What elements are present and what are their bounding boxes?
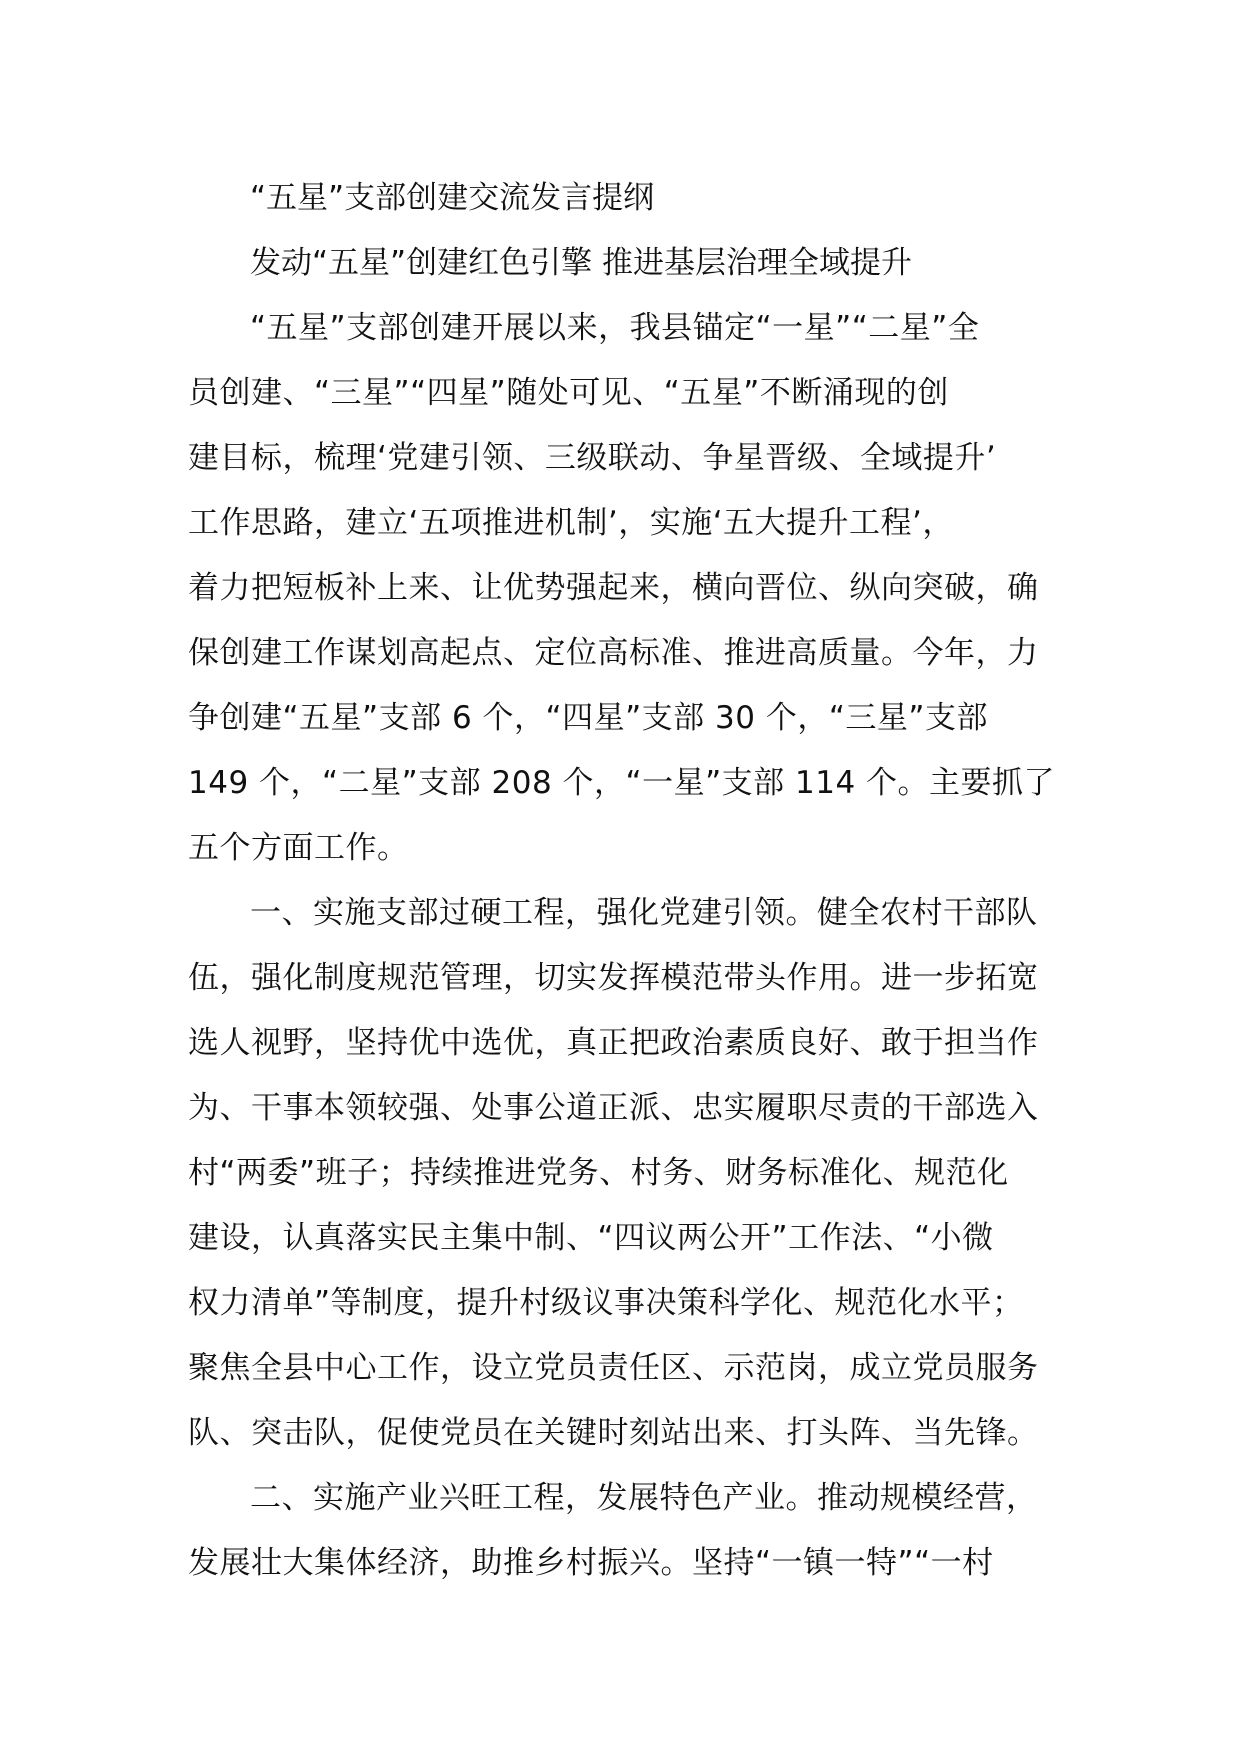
paragraph-line: 着力把短板补上来、让优势强起来，横向晋位、纵向突破，确 — [188, 570, 1039, 606]
paragraph-line: 工作思路，建立‘五项推进机制’，实施‘五大提升工程’， — [188, 505, 954, 541]
paragraph-line: 员创建、“三星”“四星”随处可见、“五星”不断涌现的创 — [188, 375, 949, 411]
paragraph-line: 建目标，梳理‘党建引领、三级联动、争星晋级、全域提升’ — [188, 440, 997, 476]
document-body — [188, 166, 1058, 1596]
paragraph-line: 村“两委”班子；持续推进党务、村务、财务标准化、规范化 — [188, 1155, 1009, 1191]
paragraph-line: 争创建“五星”支部 6 个，“四星”支部 30 个，“三星”支部 — [188, 700, 988, 736]
document-subtitle: 发动“五星”创建红色引擎 推进基层治理全域提升 — [250, 245, 912, 281]
paragraph-line: 五个方面工作。 — [188, 830, 409, 866]
paragraph-line: 聚焦全县中心工作，设立党员责任区、示范岗，成立党员服务 — [188, 1350, 1039, 1386]
paragraph-line: 队、突击队，促使党员在关键时刻站出来、打头阵、当先锋。 — [188, 1415, 1039, 1451]
paragraph-line: 建设，认真落实民主集中制、“四议两公开”工作法、“小微 — [188, 1220, 994, 1256]
paragraph-line: 发展壮大集体经济，助推乡村振兴。坚持“一镇一特”“一村 — [188, 1545, 994, 1581]
paragraph-line: 二、实施产业兴旺工程，发展特色产业。推动规模经营， — [250, 1480, 1038, 1516]
paragraph-intro — [188, 296, 1058, 881]
paragraph-line: 保创建工作谋划高起点、定位高标准、推进高质量。今年，力 — [188, 635, 1039, 671]
paragraph-line: 伍，强化制度规范管理，切实发挥模范带头作用。进一步拓宽 — [188, 960, 1039, 996]
paragraph-line: 149 个，“二星”支部 208 个，“一星”支部 114 个。主要抓了 — [188, 765, 1056, 801]
paragraph-line: “五星”支部创建开展以来，我县锚定“一星”“二星”全 — [250, 310, 980, 346]
paragraph-line: 一、实施支部过硬工程，强化党建引领。健全农村干部队 — [250, 895, 1038, 931]
paragraph-line: 权力清单”等制度，提升村级议事决策科学化、规范化水平； — [188, 1285, 1024, 1321]
paragraph-line: 为、干事本领较强、处事公道正派、忠实履职尽责的干部选入 — [188, 1090, 1039, 1126]
document-title: “五星”支部创建交流发言提纲 — [250, 180, 655, 216]
paragraph-line: 选人视野，坚持优中选优，真正把政治素质良好、敢于担当作 — [188, 1025, 1039, 1061]
paragraph-section-two — [188, 1466, 1058, 1596]
paragraph-section-one — [188, 881, 1058, 1466]
